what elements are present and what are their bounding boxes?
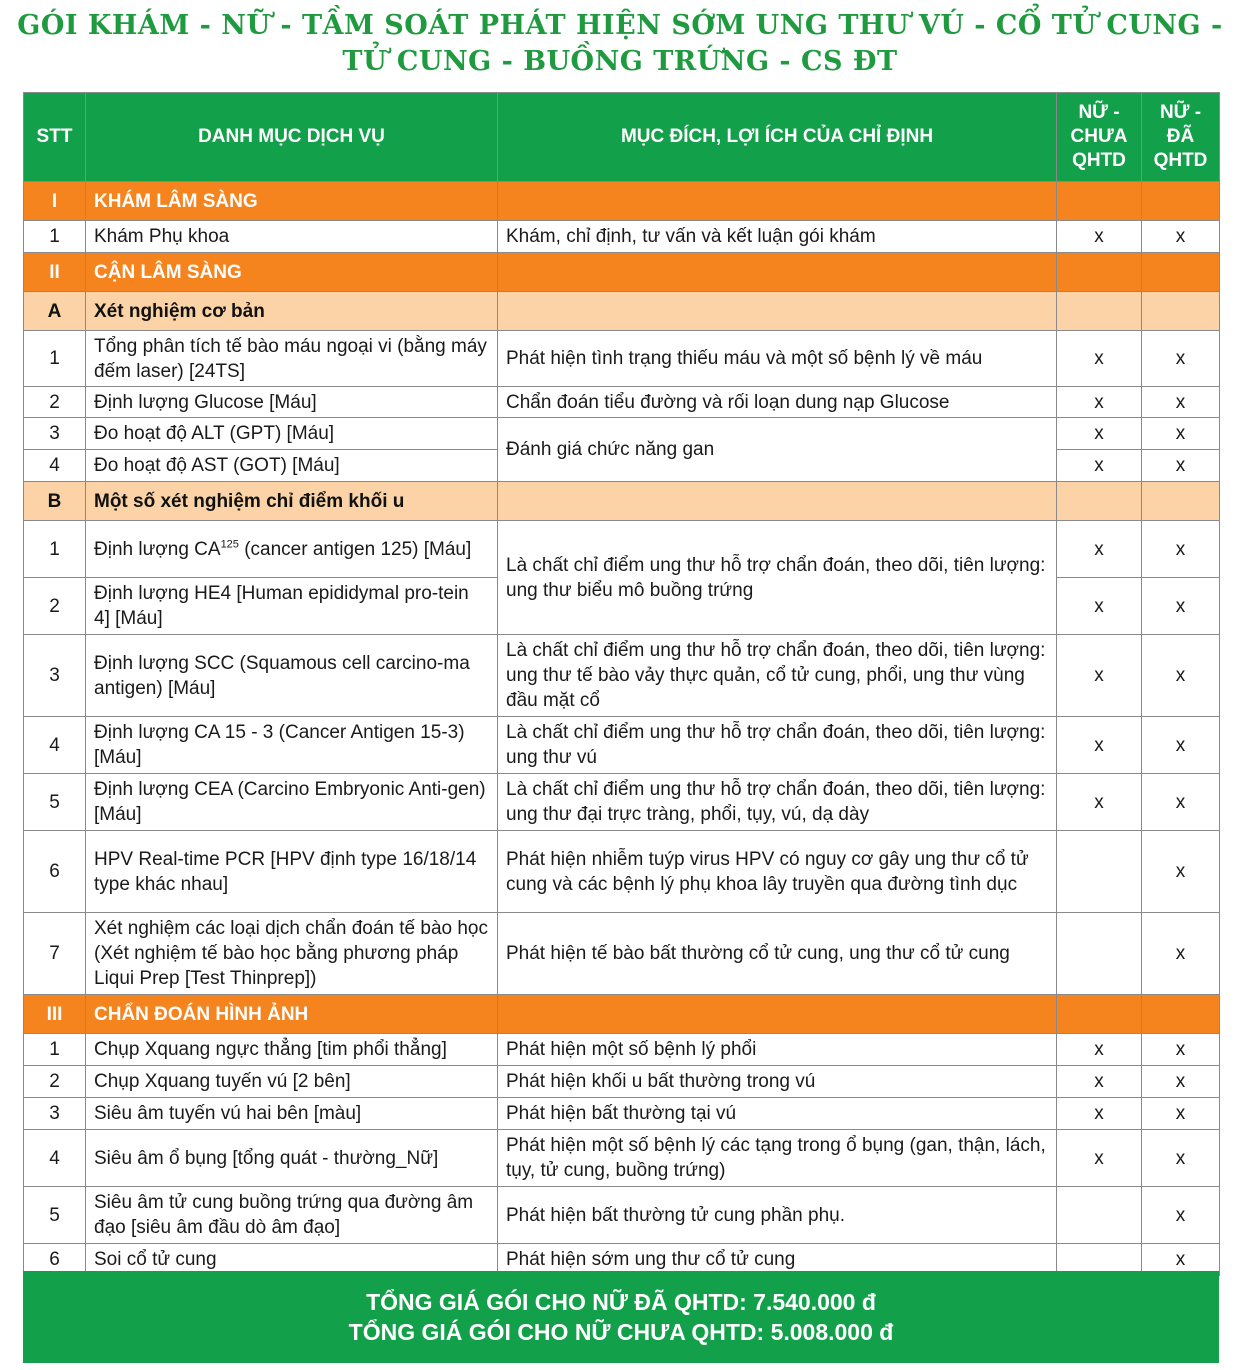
header-married: NỮ - ĐÃ QHTD — [1142, 93, 1220, 182]
row-purpose: Phát hiện nhiễm tuýp virus HPV có nguy cơ gây ung thư cổ tử cung và các bệnh lý phụ khoa lây truyền qua đường tình dục — [498, 831, 1057, 913]
service-table — [23, 92, 1220, 1276]
table-row — [24, 331, 1220, 387]
section-stt: II — [24, 253, 86, 292]
row-mark-married: x — [1142, 635, 1220, 717]
row-mark-married: x — [1142, 418, 1220, 450]
row-stt: 4 — [24, 450, 86, 482]
price-footer — [23, 1271, 1219, 1363]
row-mark-married: x — [1142, 578, 1220, 635]
row-purpose: Khám, chỉ định, tư vấn và kết luận gói khám — [498, 221, 1057, 253]
table-row — [24, 387, 1220, 418]
service-superscript: 125 — [220, 538, 239, 551]
table-row — [24, 635, 1220, 717]
table-row — [24, 1130, 1220, 1187]
row-mark-not-married: x — [1057, 450, 1142, 482]
row-stt: 3 — [24, 418, 86, 450]
table-row — [24, 1034, 1220, 1066]
row-stt: 7 — [24, 913, 86, 995]
row-mark-not-married: x — [1057, 1034, 1142, 1066]
section-stt: III — [24, 995, 86, 1034]
row-mark-not-married: x — [1057, 1066, 1142, 1098]
price-married-line: TỔNG GIÁ GÓI CHO NỮ ĐÃ QHTD: 7.540.000 đ — [366, 1289, 876, 1315]
subsection-row-tumor-markers — [24, 482, 1220, 521]
row-service: Khám Phụ khoa — [86, 221, 498, 253]
row-mark-married: x — [1142, 331, 1220, 387]
row-stt: 2 — [24, 578, 86, 635]
row-service: Chụp Xquang ngực thẳng [tim phổi thẳng] — [86, 1034, 498, 1066]
header-purpose: MỤC ĐÍCH, LỢI ÍCH CỦA CHỈ ĐỊNH — [498, 93, 1057, 182]
row-mark-married: x — [1142, 1034, 1220, 1066]
row-mark-not-married: x — [1057, 521, 1142, 578]
table-row — [24, 913, 1220, 995]
row-stt: 4 — [24, 717, 86, 774]
row-service: Định lượng Glucose [Máu] — [86, 387, 498, 418]
row-mark-married: x — [1142, 831, 1220, 913]
header-not-married: NỮ - CHƯA QHTD — [1057, 93, 1142, 182]
row-stt: 5 — [24, 774, 86, 831]
row-purpose: Đánh giá chức năng gan — [498, 418, 1057, 482]
row-mark-not-married: x — [1057, 387, 1142, 418]
row-service: Định lượng SCC (Squamous cell carcino-ma antigen) [Máu] — [86, 635, 498, 717]
section-row-imaging — [24, 995, 1220, 1034]
header-service: DANH MỤC DỊCH VỤ — [86, 93, 498, 182]
row-purpose: Chẩn đoán tiểu đường và rối loạn dung nạp Glucose — [498, 387, 1057, 418]
section-row-paraclinical — [24, 253, 1220, 292]
page-title — [0, 8, 1240, 80]
row-mark-not-married: x — [1057, 1098, 1142, 1130]
row-mark-married: x — [1142, 521, 1220, 578]
row-mark-not-married — [1057, 1187, 1142, 1244]
row-mark-not-married — [1057, 831, 1142, 913]
table-header-row — [24, 93, 1220, 182]
service-text-rest: (cancer antigen 125) [Máu] — [238, 538, 472, 560]
row-purpose: Phát hiện một số bệnh lý phổi — [498, 1034, 1057, 1066]
row-service: Đo hoạt độ ALT (GPT) [Máu] — [86, 418, 498, 450]
section-label: CHẨN ĐOÁN HÌNH ẢNH — [86, 995, 498, 1034]
row-mark-married: x — [1142, 774, 1220, 831]
row-service: Tổng phân tích tế bào máu ngoại vi (bằng máy đếm laser) [24TS] — [86, 331, 498, 387]
row-mark-married: x — [1142, 221, 1220, 253]
title-line-1: GÓI KHÁM - NỮ - TẦM SOÁT PHÁT HIỆN SỚM UNG THƯ VÚ - CỔ TỬ CUNG - — [17, 10, 1223, 41]
row-stt: 6 — [24, 831, 86, 913]
row-stt: 2 — [24, 1066, 86, 1098]
row-purpose: Phát hiện bất thường tử cung phần phụ. — [498, 1187, 1057, 1244]
row-mark-not-married: x — [1057, 774, 1142, 831]
subsection-row-basic-tests — [24, 292, 1220, 331]
row-mark-married: x — [1142, 913, 1220, 995]
table-row — [24, 1187, 1220, 1244]
row-service: Siêu âm tử cung buồng trứng qua đường âm đạo [siêu âm đầu dò âm đạo] — [86, 1187, 498, 1244]
row-service: Soi cổ tử cung — [86, 1244, 498, 1276]
row-stt: 1 — [24, 1034, 86, 1066]
row-mark-not-married: x — [1057, 221, 1142, 253]
row-mark-married: x — [1142, 450, 1220, 482]
row-mark-married: x — [1142, 1130, 1220, 1187]
row-stt: 5 — [24, 1187, 86, 1244]
section-label: Một số xét nghiệm chỉ điểm khối u — [86, 482, 498, 521]
header-stt: STT — [24, 93, 86, 182]
row-service: Chụp Xquang tuyến vú [2 bên] — [86, 1066, 498, 1098]
row-mark-married: x — [1142, 387, 1220, 418]
table-row — [24, 521, 1220, 578]
row-stt: 3 — [24, 1098, 86, 1130]
price-not-married-line: TỔNG GIÁ GÓI CHO NỮ CHƯA QHTD: 5.008.000 đ — [348, 1319, 894, 1345]
row-stt: 4 — [24, 1130, 86, 1187]
row-purpose: Phát hiện tế bào bất thường cổ tử cung, ung thư cổ tử cung — [498, 913, 1057, 995]
row-mark-not-married: x — [1057, 331, 1142, 387]
table-row — [24, 221, 1220, 253]
table-row — [24, 717, 1220, 774]
row-purpose: Là chất chỉ điểm ung thư hỗ trợ chẩn đoán, theo dõi, tiên lượng: ung thư biểu mô buồng trứng — [498, 521, 1057, 635]
row-mark-married: x — [1142, 1098, 1220, 1130]
section-stt: B — [24, 482, 86, 521]
row-mark-married: x — [1142, 1187, 1220, 1244]
row-mark-not-married: x — [1057, 1130, 1142, 1187]
row-stt: 6 — [24, 1244, 86, 1276]
row-purpose: Phát hiện sớm ung thư cổ tử cung — [498, 1244, 1057, 1276]
row-purpose: Phát hiện một số bệnh lý các tạng trong ổ bụng (gan, thận, lách, tụy, tử cung, buồng trứng) — [498, 1130, 1057, 1187]
section-label: CẬN LÂM SÀNG — [86, 253, 498, 292]
row-purpose: Phát hiện bất thường tại vú — [498, 1098, 1057, 1130]
row-purpose: Là chất chỉ điểm ung thư hỗ trợ chẩn đoán, theo dõi, tiên lượng: ung thư đại trực tràng, phổi, tụy, vú, dạ dày — [498, 774, 1057, 831]
table-row — [24, 831, 1220, 913]
row-service: Siêu âm tuyến vú hai bên [màu] — [86, 1098, 498, 1130]
row-mark-not-married: x — [1057, 635, 1142, 717]
row-service: Định lượng CEA (Carcino Embryonic Anti-gen) [Máu] — [86, 774, 498, 831]
row-mark-married: x — [1142, 1244, 1220, 1276]
row-mark-not-married: x — [1057, 418, 1142, 450]
table-row — [24, 1066, 1220, 1098]
row-mark-not-married — [1057, 913, 1142, 995]
section-stt: I — [24, 182, 86, 221]
service-text: Định lượng CA — [94, 538, 221, 560]
row-mark-married: x — [1142, 717, 1220, 774]
table-row — [24, 1098, 1220, 1130]
row-service: Định lượng HE4 [Human epididymal pro-tein 4] [Máu] — [86, 578, 498, 635]
row-stt: 1 — [24, 331, 86, 387]
section-row-clinical — [24, 182, 1220, 221]
table-row — [24, 774, 1220, 831]
row-mark-not-married: x — [1057, 578, 1142, 635]
row-stt: 1 — [24, 221, 86, 253]
row-stt: 2 — [24, 387, 86, 418]
row-mark-married: x — [1142, 1066, 1220, 1098]
row-service: Siêu âm ổ bụng [tổng quát - thường_Nữ] — [86, 1130, 498, 1187]
row-stt: 1 — [24, 521, 86, 578]
table-row — [24, 418, 1220, 450]
row-service: Định lượng CA 15 - 3 (Cancer Antigen 15-3) [Máu] — [86, 717, 498, 774]
row-service: Xét nghiệm các loại dịch chẩn đoán tế bào học (Xét nghiệm tế bào học bằng phương pháp Liqui Prep [Test Thinprep]) — [86, 913, 498, 995]
row-purpose: Là chất chỉ điểm ung thư hỗ trợ chẩn đoán, theo dõi, tiên lượng: ung thư tế bào vảy thực quản, cổ tử cung, phổi, ung thư vùng đầu mặt cổ — [498, 635, 1057, 717]
row-mark-not-married: x — [1057, 717, 1142, 774]
section-label: KHÁM LÂM SÀNG — [86, 182, 498, 221]
row-service: Đo hoạt độ AST (GOT) [Máu] — [86, 450, 498, 482]
row-service: HPV Real-time PCR [HPV định type 16/18/14 type khác nhau] — [86, 831, 498, 913]
title-line-2: TỬ CUNG - BUỒNG TRỨNG - CS ĐT — [342, 46, 898, 77]
row-purpose: Phát hiện khối u bất thường trong vú — [498, 1066, 1057, 1098]
section-label: Xét nghiệm cơ bản — [86, 292, 498, 331]
row-purpose: Là chất chỉ điểm ung thư hỗ trợ chẩn đoán, theo dõi, tiên lượng: ung thư vú — [498, 717, 1057, 774]
section-stt: A — [24, 292, 86, 331]
row-purpose: Phát hiện tình trạng thiếu máu và một số bệnh lý về máu — [498, 331, 1057, 387]
row-stt: 3 — [24, 635, 86, 717]
row-service — [86, 521, 498, 578]
